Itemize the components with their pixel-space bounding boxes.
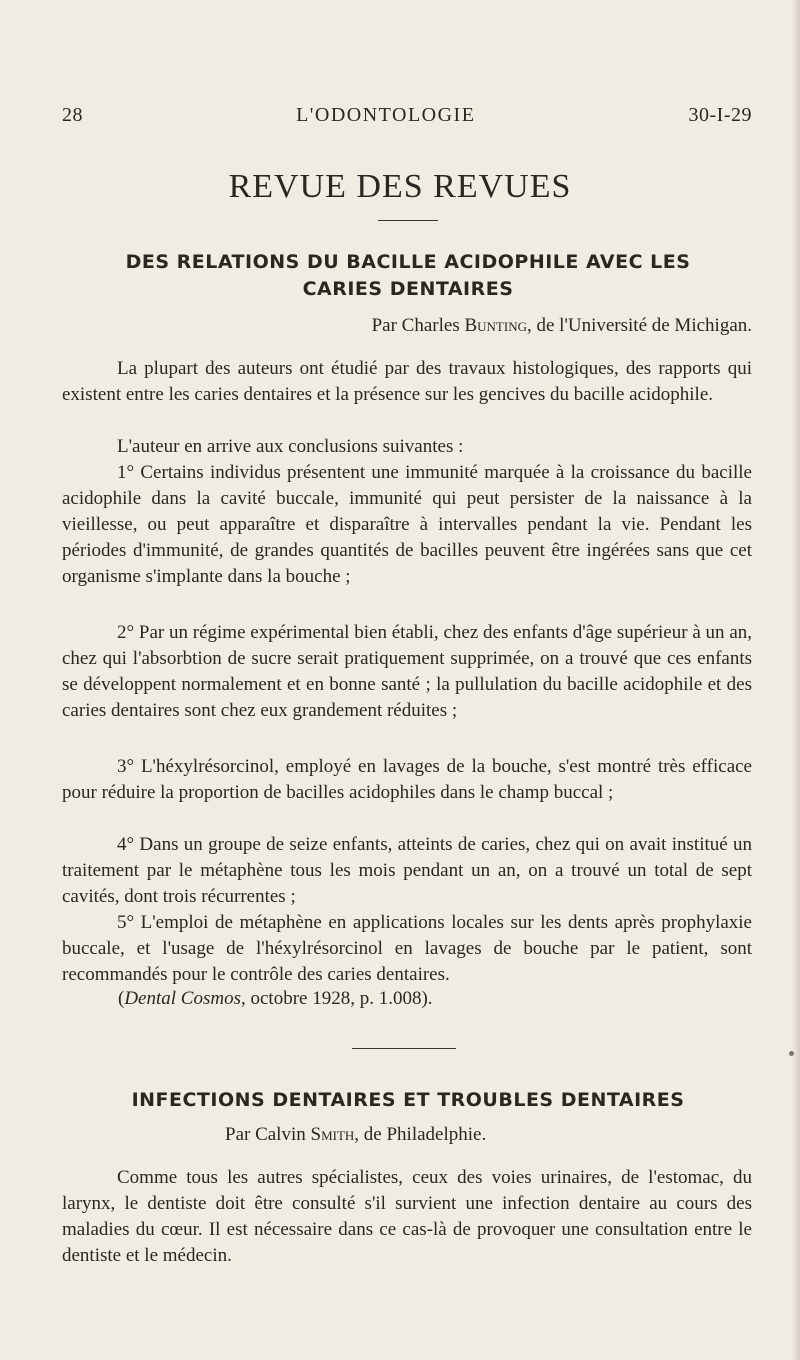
article1-paragraph-intro: La plupart des auteurs ont étudié par des travaux histologiques, des rapports qui existent entre les caries dentaires et la présence sur les gencives du bacille acidophile. bbox=[62, 358, 752, 405]
article-divider bbox=[352, 1048, 456, 1049]
section-title: REVUE DES REVUES bbox=[228, 168, 572, 205]
title-divider bbox=[378, 220, 438, 221]
article1-byline bbox=[372, 315, 752, 337]
author-name: Smith bbox=[310, 1124, 355, 1145]
page-number: 28 bbox=[62, 104, 83, 126]
article1-point-5: 5° L'emploi de métaphène en applications locales sur les dents après prophylaxie buccale, et l'usage de l'héxylrésorcinol en lavages de bouche par le patient, sont recommandés pour le contrôle des caries dentaires. bbox=[62, 912, 752, 985]
issue-date: 30-I-29 bbox=[688, 104, 752, 126]
article2-paragraph-1: Comme tous les autres spécialistes, ceux des voies urinaires, de l'estomac, du larynx, le dentiste doit être consulté s'il survient une infection dentaire au cours des maladies du cœur. Il est nécessaire dans ce cas-là de provoquer une consultation entre le dentiste et le médecin. bbox=[62, 1167, 752, 1266]
article1-point-4: 4° Dans un groupe de seize enfants, atteints de caries, chez qui on avait institué un traitement par le métaphène tous les mois pendant un an, on a trouvé un total de sept cavités, dont trois récurrentes ; bbox=[62, 834, 752, 907]
page-edge-shadow bbox=[792, 0, 800, 1360]
article1-heading-line2: CARIES DENTAIRES bbox=[302, 278, 514, 300]
journal-title: L'ODONTOLOGIE bbox=[296, 104, 476, 126]
byline-prefix: Par Calvin bbox=[225, 1124, 311, 1145]
article2-heading: INFECTIONS DENTAIRES ET TROUBLES DENTAIRES bbox=[131, 1089, 685, 1111]
author-name: Bunting bbox=[464, 315, 527, 336]
byline-prefix: Par Charles bbox=[371, 315, 465, 336]
article1-point-2: 2° Par un régime expérimental bien établi, chez des enfants d'âge supérieur à un an, chez qui l'absorbtion de sucre serait pratiquement supprimée, on a trouvé que ces enfants se développent normalement et en bonne santé ; la pullulation du bacille acidophile et des caries dentaires sont chez eux grandement réduites ; bbox=[62, 622, 752, 721]
citation-details: , octobre 1928, p. 1.008). bbox=[240, 988, 433, 1009]
article2-byline bbox=[225, 1124, 486, 1146]
running-header bbox=[62, 104, 752, 127]
article1-citation: (Dental Cosmos, octobre 1928, p. 1.008). bbox=[118, 988, 433, 1009]
article1-heading-line1: DES RELATIONS DU BACILLE ACIDOPHILE AVEC LES bbox=[125, 251, 691, 273]
byline-suffix: , de l'Université de Michigan. bbox=[526, 315, 752, 336]
citation-source: Dental Cosmos bbox=[124, 988, 241, 1009]
article1-heading bbox=[58, 249, 758, 303]
article1-point-3: 3° L'héxylrésorcinol, employé en lavages de la bouche, s'est montré très efficace pour réduire la proportion de bacilles acidophiles dans le champ buccal ; bbox=[62, 756, 752, 803]
article1-point-1: 1° Certains individus présentent une immunité marquée à la croissance du bacille acidophile dans la cavité buccale, immunité qui peut persister de la naissance à la vieillesse, ou peut apparaître et disparaître à intervalles pendant la vie. Pendant les périodes d'immunité, de grandes quantités de bacilles peuvent être ingérées sans que cet organisme s'implante dans la bouche ; bbox=[62, 462, 752, 587]
byline-suffix: , de Philadelphie. bbox=[354, 1124, 487, 1145]
article1-paragraph-conclusions: L'auteur en arrive aux conclusions suivantes : bbox=[117, 436, 464, 457]
